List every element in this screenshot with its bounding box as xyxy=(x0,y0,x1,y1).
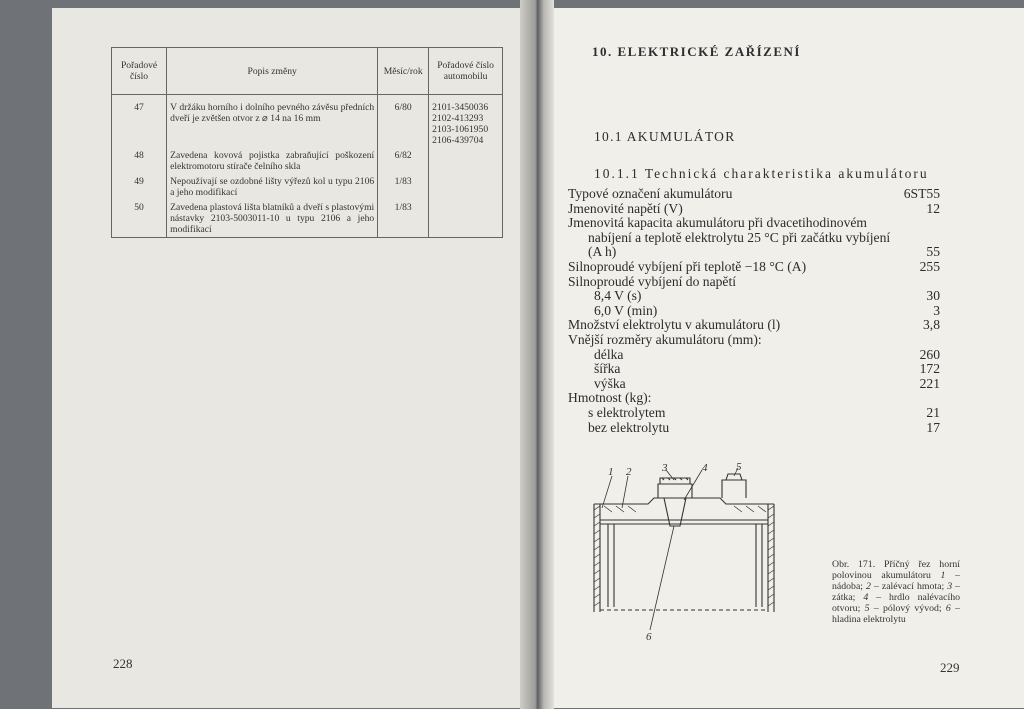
header-car-number: Pořadové číslo automobilu xyxy=(429,48,503,95)
caption-part-text: pólový vývod; xyxy=(882,603,942,614)
spec-label: s elektrolytem xyxy=(588,404,666,420)
spec-value: 255 xyxy=(919,258,940,274)
spec-row xyxy=(568,245,940,260)
row-number: 50 xyxy=(112,200,167,238)
spec-label: Silnoproudé vybíjení do napětí xyxy=(568,273,737,289)
row-description: Zavedena plastová lišta blatníků a dveří s plastovými nástavky 2103-5003011-10 u typu 2106 a jeho modifikací xyxy=(167,200,378,238)
caption-part-number: 1 xyxy=(940,570,946,581)
caption-part-text: hrdlo nalévacího otvoru; xyxy=(832,592,961,614)
spec-label: Silnoproudé vybíjení při teplotě −18 °C (A) xyxy=(568,258,807,274)
spec-row xyxy=(568,289,940,304)
caption-parts: 1 – nádoba; 2 – zalévací hmota; 3 – zátka; 4 – hrdlo nalévacího otvoru; 5 – pólový vývod; 6 – hladina elektrolytu xyxy=(832,570,961,625)
caption-part-number: 3 xyxy=(947,581,953,592)
row-car-number xyxy=(429,200,503,238)
row-date: 1/83 xyxy=(378,174,429,200)
lid-outline xyxy=(594,498,774,504)
spec-label: šířka xyxy=(594,361,621,377)
caption-part-text: hladina elektrolytu xyxy=(832,614,906,625)
spec-row xyxy=(568,333,940,348)
spec-label: nabíjení a teplotě elektrolytu 25 °C při začátku vybíjení xyxy=(588,229,891,245)
spec-row xyxy=(568,260,940,275)
callout-2: 2 xyxy=(626,466,632,478)
row-car-number xyxy=(429,148,503,174)
spec-value: 172 xyxy=(919,361,940,377)
spec-label: bez elektrolytu xyxy=(588,419,670,435)
header-date: Měsíc/rok xyxy=(378,48,429,95)
spec-value: 21 xyxy=(926,404,940,420)
header-number: Pořadové číslo xyxy=(112,48,167,95)
spec-value: 55 xyxy=(926,244,940,260)
table-header-row xyxy=(112,48,503,95)
spec-label: 6,0 V (min) xyxy=(594,302,658,318)
table-row xyxy=(112,148,503,174)
callout-6: 6 xyxy=(646,631,652,643)
spec-row xyxy=(568,275,940,290)
header-description: Popis změny xyxy=(167,48,378,95)
spec-value: 17 xyxy=(926,419,940,435)
spec-label: délka xyxy=(594,346,624,362)
callout-5: 5 xyxy=(736,462,742,473)
spec-label: Jmenovité napětí (V) xyxy=(568,200,683,216)
spec-label: Jmenovitá kapacita akumulátoru při dvacetihodinovém xyxy=(568,215,867,231)
spec-label: Hmotnost (kg): xyxy=(568,390,652,406)
row-date: 6/82 xyxy=(378,148,429,174)
battery-cross-section-figure xyxy=(588,462,784,644)
figure-caption xyxy=(832,559,960,625)
subsection-title: 10.1.1 Technická charakteristika akumulátoru xyxy=(594,166,929,181)
spec-value: 260 xyxy=(919,346,940,362)
chapter-title: 10. ELEKTRICKÉ ZAŘÍZENÍ xyxy=(592,44,801,59)
caption-part-text: zátka; xyxy=(832,592,856,603)
spec-row xyxy=(568,202,940,217)
section-title: 10.1 AKUMULÁTOR xyxy=(594,129,736,144)
caption-part-number: 4 xyxy=(863,592,869,603)
spec-row xyxy=(568,362,940,377)
row-date: 6/80 xyxy=(378,95,429,149)
spec-label: (A h) xyxy=(588,244,617,260)
table-row xyxy=(112,200,503,238)
changes-table xyxy=(111,47,503,238)
caption-part-number: 5 xyxy=(864,603,870,614)
spec-value: 30 xyxy=(926,288,940,304)
table-row xyxy=(112,174,503,200)
spec-row xyxy=(568,421,940,436)
row-description: Nepoužívají se ozdobné lišty výřezů kol u typu 2106 a jeho modifikací xyxy=(167,174,378,200)
spec-value: 221 xyxy=(919,375,940,391)
spec-value: 12 xyxy=(926,200,940,216)
caption-part-number: 6 xyxy=(945,603,951,614)
spec-label: Vnější rozměry akumulátoru (mm): xyxy=(568,331,762,347)
table-row xyxy=(112,95,503,149)
caption-part-number: 2 xyxy=(866,581,871,592)
terminal-post xyxy=(722,480,746,498)
spec-row xyxy=(568,231,940,246)
row-description: Zavedena kovová pojistka zabraňující poškození elektromotoru stírače čelního skla xyxy=(167,148,378,174)
caption-text: Příčný řez horní polovinou akumulátoru xyxy=(832,559,960,581)
spec-row xyxy=(568,348,940,363)
row-number: 48 xyxy=(112,148,167,174)
callout-3: 3 xyxy=(662,462,668,474)
callout-4: 4 xyxy=(702,462,708,474)
caption-part-text: nádoba; xyxy=(832,581,864,592)
row-description: V držáku horního i dolního pevného závěsu předních dveří je zvětšen otvor z ⌀ 14 na 16 mm xyxy=(167,95,378,149)
spec-row xyxy=(568,391,940,406)
row-date: 1/83 xyxy=(378,200,429,238)
spec-value: 3,8 xyxy=(923,317,940,333)
row-number: 49 xyxy=(112,174,167,200)
filler-neck xyxy=(664,498,686,526)
caption-number: Obr. 171. xyxy=(832,559,876,570)
spec-value: 6ST55 xyxy=(903,186,940,201)
spec-row xyxy=(568,406,940,421)
spec-row xyxy=(568,216,940,231)
spec-row xyxy=(568,187,940,202)
callout-1: 1 xyxy=(608,466,614,478)
spec-label: 8,4 V (s) xyxy=(594,288,642,304)
row-car-number xyxy=(429,174,503,200)
spec-label: Množství elektrolytu v akumulátoru (l) xyxy=(568,317,781,333)
right-page-number: 229 xyxy=(940,660,960,675)
left-page-number: 228 xyxy=(113,656,133,671)
caption-part-text: zalévací hmota; xyxy=(881,581,945,592)
spec-value: 3 xyxy=(933,302,940,318)
spec-list xyxy=(568,187,940,435)
row-car-number: 2101-3450036 2102-413293 2103-1061950 2106-439704 xyxy=(429,95,503,149)
spec-row xyxy=(568,377,940,392)
book-spine xyxy=(520,0,554,709)
spec-row xyxy=(568,318,940,333)
spec-row xyxy=(568,304,940,319)
spec-label: Typové označení akumulátoru xyxy=(568,186,733,201)
row-number: 47 xyxy=(112,95,167,149)
spec-label: výška xyxy=(594,375,626,391)
